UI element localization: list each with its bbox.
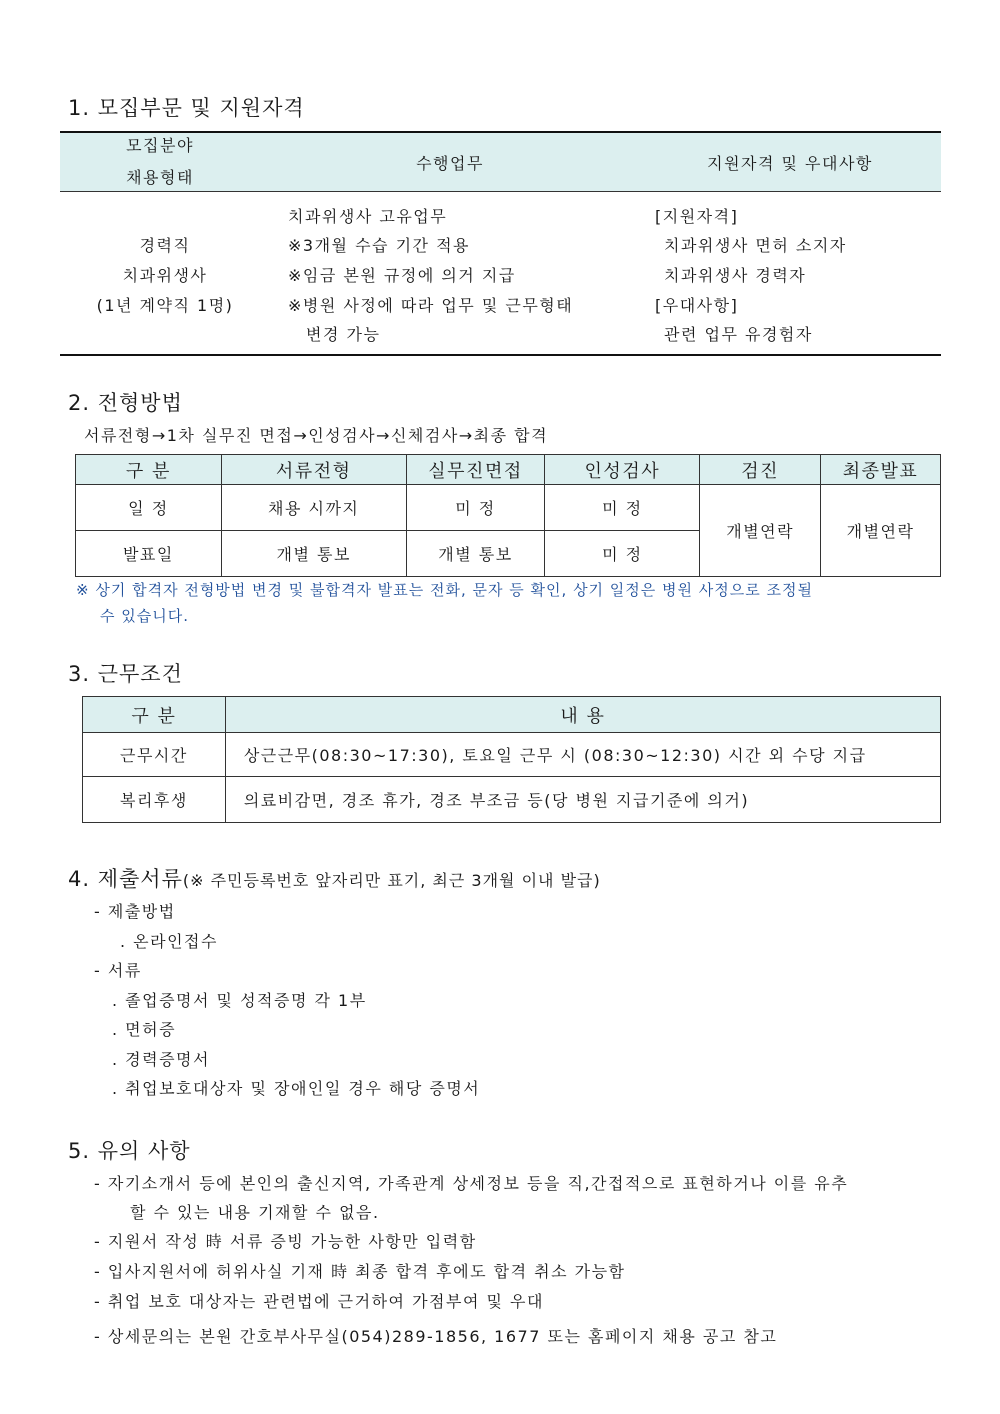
table-cell: 복리후생 bbox=[83, 777, 226, 823]
table-row bbox=[83, 777, 941, 823]
list-item: . 취업보호대상자 및 장애인일 경우 해당 증명서 bbox=[112, 1079, 481, 1098]
table1-col1-line: (1년 계약직 1명) bbox=[96, 296, 234, 315]
table1-col2-line: ※병원 사정에 따라 업무 및 근무형태 bbox=[288, 296, 574, 315]
table1-col2-line: ※임금 본원 규정에 의거 지급 bbox=[288, 266, 516, 285]
table-row bbox=[76, 485, 941, 531]
list-item: . 온라인접수 bbox=[120, 932, 218, 951]
section5-heading: 5. 유의 사항 bbox=[68, 1139, 191, 1163]
list-item: - 상세문의는 본원 간호부사무실(054)289-1856, 1677 또는 홈페이지 채용 공고 참고 bbox=[94, 1327, 778, 1346]
work-conditions-header bbox=[83, 697, 941, 733]
header-cell: 최종발표 bbox=[821, 455, 941, 485]
table1-header-row bbox=[60, 133, 941, 192]
table1-col3-line: 치과위생사 경력자 bbox=[664, 266, 807, 285]
header-cell: 인성검사 bbox=[545, 455, 700, 485]
table-cell: 근무시간 bbox=[83, 733, 226, 777]
table-cell: 채용 시까지 bbox=[221, 485, 406, 531]
table1-col2-line: 변경 가능 bbox=[306, 325, 381, 344]
section4-heading bbox=[68, 863, 601, 893]
header-cell: 실무진면접 bbox=[406, 455, 545, 485]
header-cell: 서류전형 bbox=[221, 455, 406, 485]
table1-col2-line: 치과위생사 고유업무 bbox=[288, 207, 448, 226]
selection-table bbox=[75, 454, 941, 577]
list-item: 할 수 있는 내용 기재할 수 없음. bbox=[130, 1203, 380, 1222]
table-cell: 상근근무(08:30~17:30), 토요일 근무 시 (08:30~12:30) 시간 외 수당 지급 bbox=[225, 733, 940, 777]
table1-col1-line: 치과위생사 bbox=[122, 266, 208, 285]
section1-heading: 1. 모집부문 및 지원자격 bbox=[68, 96, 305, 120]
selection-note-line2: 수 있습니다. bbox=[100, 607, 189, 625]
table-cell: 미 정 bbox=[545, 531, 700, 577]
list-item: - 제출방법 bbox=[94, 902, 176, 921]
table-cell: 미 정 bbox=[406, 485, 545, 531]
table1-col3-line: [우대사항] bbox=[655, 296, 739, 315]
table-cell: 개별 통보 bbox=[221, 531, 406, 577]
table1-col3-line: [지원자격] bbox=[655, 207, 739, 226]
table1-col2-line: ※3개월 수습 기간 적용 bbox=[288, 236, 470, 255]
work-conditions-table bbox=[82, 696, 941, 823]
selection-note-line1: ※ 상기 합격자 전형방법 변경 및 불합격자 발표는 전화, 문자 등 확인, 상기 일정은 병원 사정으로 조정될 bbox=[76, 581, 813, 599]
header-cell: 구 분 bbox=[76, 455, 222, 485]
table1-col3-line: 치과위생사 면허 소지자 bbox=[664, 236, 847, 255]
selection-table-header bbox=[76, 455, 941, 485]
table-cell: 개별 통보 bbox=[406, 531, 545, 577]
table1-col1-line: 경력직 bbox=[139, 236, 191, 255]
table1-header-col2: 수행업무 bbox=[416, 154, 484, 173]
table1-header-col1-line2: 채용형태 bbox=[126, 168, 194, 187]
table-cell: 미 정 bbox=[545, 485, 700, 531]
table-cell: 일 정 bbox=[76, 485, 222, 531]
selection-flow: 서류전형→1차 실무진 면접→인성검사→신체검사→최종 합격 bbox=[84, 426, 549, 445]
header-cell: 내 용 bbox=[225, 697, 940, 733]
header-cell: 구 분 bbox=[83, 697, 226, 733]
section4-heading-title: 4. 제출서류 bbox=[68, 867, 183, 891]
header-cell: 검진 bbox=[700, 455, 821, 485]
table-cell: 발표일 bbox=[76, 531, 222, 577]
list-item: - 지원서 작성 時 서류 증빙 가능한 사항만 입력함 bbox=[94, 1232, 477, 1251]
table1-bottom-rule bbox=[60, 354, 941, 356]
table1-col3-line: 관련 업무 유경험자 bbox=[664, 325, 813, 344]
list-item: - 자기소개서 등에 본인의 출신지역, 가족관계 상세정보 등을 직,간접적으로 표현하거나 이를 유추 bbox=[94, 1174, 849, 1193]
table1-header-col1-line1: 모집분야 bbox=[126, 136, 194, 155]
section2-heading: 2. 전형방법 bbox=[68, 391, 183, 415]
list-item: . 면허증 bbox=[112, 1020, 177, 1039]
table-cell-merged: 개별연락 bbox=[700, 485, 821, 577]
list-item: . 졸업증명서 및 성적증명 각 1부 bbox=[112, 991, 367, 1010]
table-cell-merged: 개별연락 bbox=[821, 485, 941, 577]
section3-heading: 3. 근무조건 bbox=[68, 662, 183, 686]
list-item: - 입사지원서에 허위사실 기재 時 최종 합격 후에도 합격 취소 가능함 bbox=[94, 1262, 626, 1281]
table-row bbox=[83, 733, 941, 777]
list-item: - 취업 보호 대상자는 관련법에 근거하여 가점부여 및 우대 bbox=[94, 1292, 544, 1311]
table-cell: 의료비감면, 경조 휴가, 경조 부조금 등(당 병원 지급기준에 의거) bbox=[225, 777, 940, 823]
list-item: . 경력증명서 bbox=[112, 1050, 210, 1069]
table1-header-col3: 지원자격 및 우대사항 bbox=[707, 154, 873, 173]
list-item: - 서류 bbox=[94, 961, 142, 980]
section4-heading-note: (※ 주민등록번호 앞자리만 표기, 최근 3개월 이내 발급) bbox=[182, 871, 601, 890]
